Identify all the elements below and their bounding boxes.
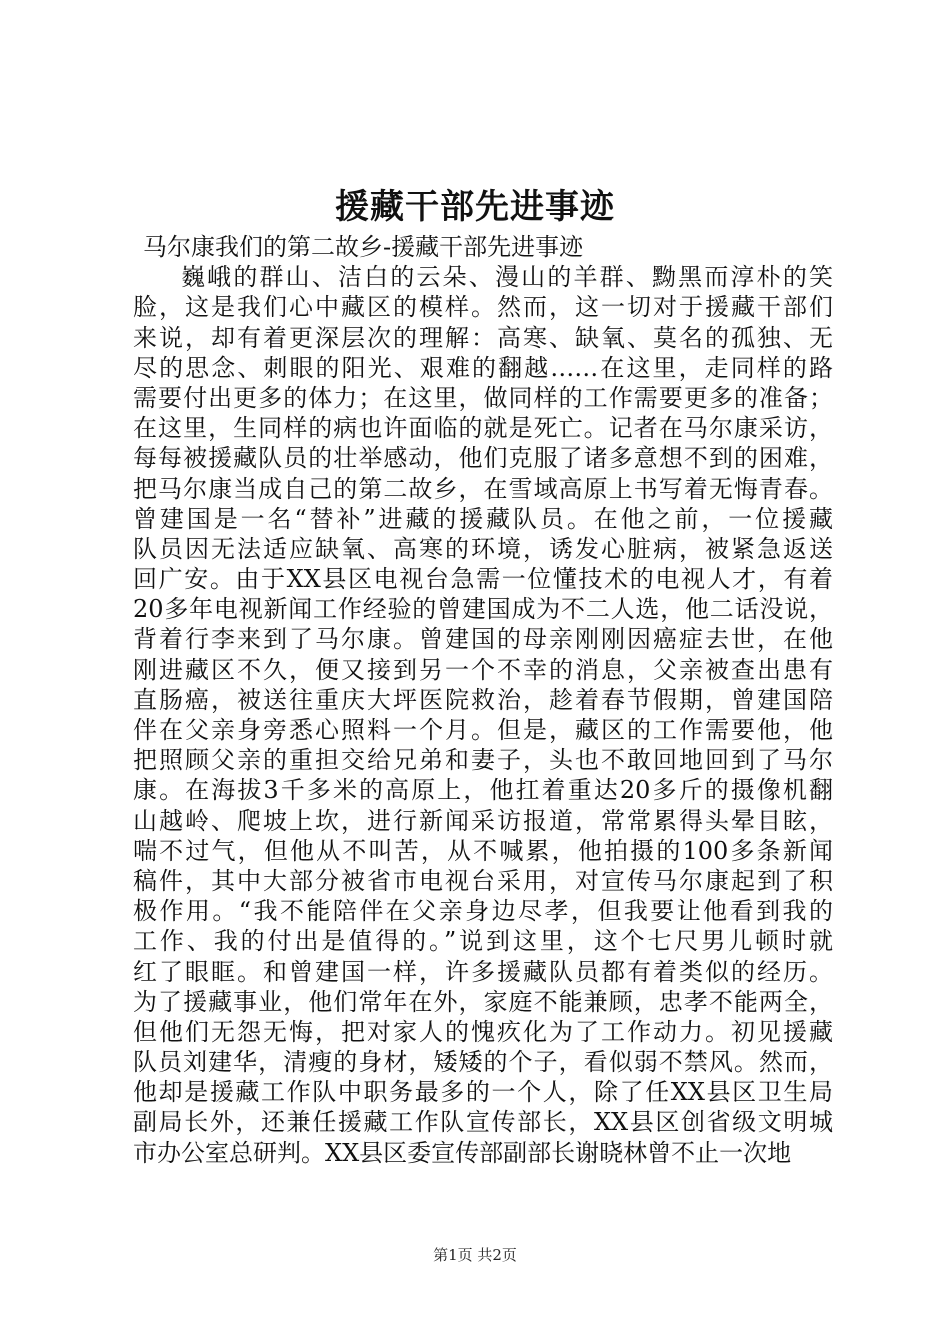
paragraph-line: 脸，这是我们心中藏区的模样。然而，这一切对于援藏干部们	[133, 293, 833, 322]
paragraph-line: 把马尔康当成自己的第二故乡，在雪域高原上书写着无悔青春。	[133, 474, 833, 503]
paragraph-line: 伴在父亲身旁悉心照料一个月。但是，藏区的工作需要他，他	[133, 716, 833, 744]
paragraph-line: 曾建国是一名“替补”进藏的援藏队员。在他之前，一位援藏	[133, 504, 833, 533]
paragraph-line: 极作用。“我不能陪伴在父亲身边尽孝，但我要让他看到我的	[133, 897, 833, 926]
paragraph-line: 副局长外，还兼任援藏工作队宣传部长，XX县区创省级文明城	[133, 1108, 833, 1137]
paragraph-line: 山越岭、爬坡上坎，进行新闻采访报道，常常累得头晕目眩，	[133, 806, 833, 835]
paragraph-line: 每每被援藏队员的壮举感动，他们克服了诸多意想不到的困难，	[133, 444, 833, 473]
paragraph-line: 刚进藏区不久，便又接到另一个不幸的消息，父亲被查出患有	[133, 655, 833, 684]
paragraph-line: 直肠癌，被送往重庆大坪医院救治，趁着春节假期，曾建国陪	[133, 685, 833, 714]
paragraph-line: 背着行李来到了马尔康。曾建国的母亲刚刚因癌症去世，在他	[133, 625, 833, 654]
paragraph-line: 他却是援藏工作队中职务最多的一个人，除了任XX县区卫生局	[133, 1078, 833, 1107]
paragraph-line: 为了援藏事业，他们常年在外，家庭不能兼顾，忠孝不能两全，	[133, 987, 833, 1016]
paragraph-line: 稿件，其中大部分被省市电视台采用，对宣传马尔康起到了积	[133, 866, 833, 895]
document-title: 援藏干部先进事迹	[335, 187, 615, 227]
subtitle-line: 马尔康我们的第二故乡-援藏干部先进事迹	[143, 233, 584, 261]
paragraph-line: 尽的思念、刺眼的阳光、艰难的翻越……在这里，走同样的路	[133, 353, 833, 382]
paragraph-line: 队员因无法适应缺氧、高寒的环境，诱发心脏病，被紧急返送	[133, 534, 833, 563]
paragraph-line: 市办公室总研判。XX县区委宣传部副部长谢晓林曾不止一次地	[133, 1138, 792, 1167]
paragraph-line: 巍峨的群山、洁白的云朵、漫山的羊群、黝黑而淳朴的笑	[181, 263, 833, 292]
paragraph-line: 工作、我的付出是值得的。”说到这里，这个七尺男儿顿时就	[133, 927, 833, 956]
paragraph-line: 在这里，生同样的病也许面临的就是死亡。记者在马尔康采访，	[133, 414, 833, 443]
paragraph-line: 康。在海拔3千多米的高原上，他扛着重达20多斤的摄像机翻	[133, 776, 833, 805]
paragraph-line: 回广安。由于XX县区电视台急需一位懂技术的电视人才，有着	[133, 565, 833, 594]
paragraph-line: 需要付出更多的体力；在这里，做同样的工作需要更多的准备；	[133, 383, 833, 412]
paragraph-line: 把照顾父亲的重担交给兄弟和妻子，头也不敢回地回到了马尔	[133, 746, 833, 775]
paragraph-line: 红了眼眶。和曾建国一样，许多援藏队员都有着类似的经历。	[133, 957, 833, 986]
paragraph-line: 队员刘建华，清瘦的身材，矮矮的个子，看似弱不禁风。然而，	[133, 1048, 833, 1077]
page-footer: 第1页 共2页	[433, 1246, 517, 1264]
paragraph-line: 喘不过气，但他从不叫苦，从不喊累，他拍摄的100多条新闻	[133, 836, 833, 865]
paragraph-line: 来说，却有着更深层次的理解：高寒、缺氧、莫名的孤独、无	[133, 323, 833, 352]
document-body	[133, 232, 833, 1168]
paragraph-line: 但他们无怨无悔，把对家人的愧疚化为了工作动力。初见援藏	[133, 1017, 833, 1046]
paragraph-line: 20多年电视新闻工作经验的曾建国成为不二人选，他二话没说，	[133, 595, 833, 624]
